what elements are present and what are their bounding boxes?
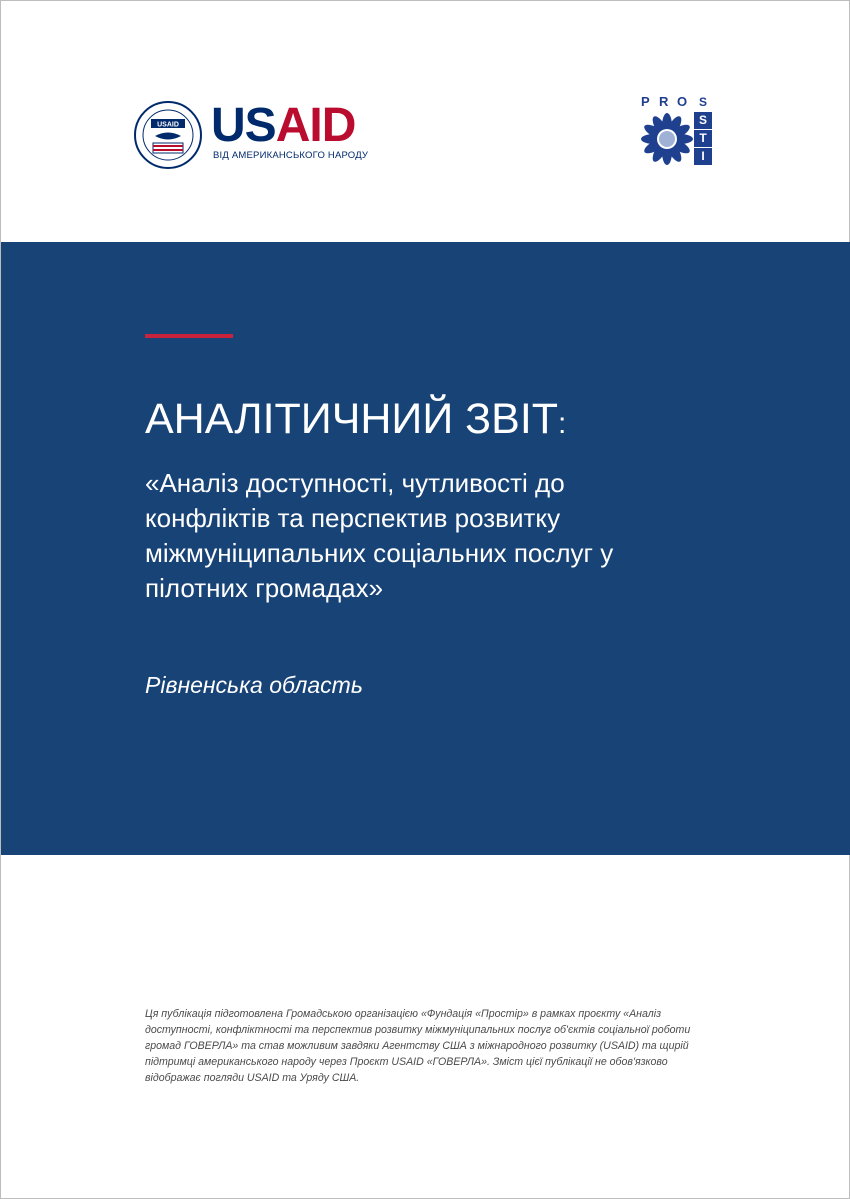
accent-rule <box>145 334 233 338</box>
prostir-letter-r: R <box>659 94 669 109</box>
seal-label: USAID <box>157 121 179 129</box>
usaid-wordmark: USAID <box>211 99 356 152</box>
report-subtitle: «Аналіз доступності, чутливості до конфліктів та перспектив розвитку міжмуніципальних соціальних послуг у пілотних громадах» <box>145 468 614 603</box>
prostir-side-letters: S S T I <box>694 94 712 166</box>
prostir-logo <box>639 94 719 174</box>
disclaimer-text: Ця публікація підготовлена Громадською організацією «Фундація «Простір» в рамках проєкту «Аналіз доступності, конфліктності та перспектив розвитку міжмуніципальних послуг об'єктів соціальної роботи громад ГОВЕРЛА» та став можливим завдяки Агентству США з міжнародного розвитку (USAID) та щирій підтримці американського народу через Проєкт USAID «ГОВЕРЛА». Зміст цієї публікації не обов'язково відображає погляди USAID та Уряду США. <box>145 1008 691 1084</box>
region-label: Рівненська область <box>145 672 363 698</box>
report-title: АНАЛІТИЧНИЙ ЗВІТ: <box>145 395 567 443</box>
usaid-tagline: ВІД АМЕРИКАНСЬКОГО НАРОДУ <box>213 150 369 161</box>
usaid-logo <box>133 96 373 176</box>
title-band <box>1 242 850 855</box>
usaid-seal-icon <box>133 100 203 170</box>
prostir-letter-o: O <box>677 94 688 109</box>
sunflower-icon <box>639 111 695 167</box>
prostir-letter-p: P <box>641 94 650 109</box>
